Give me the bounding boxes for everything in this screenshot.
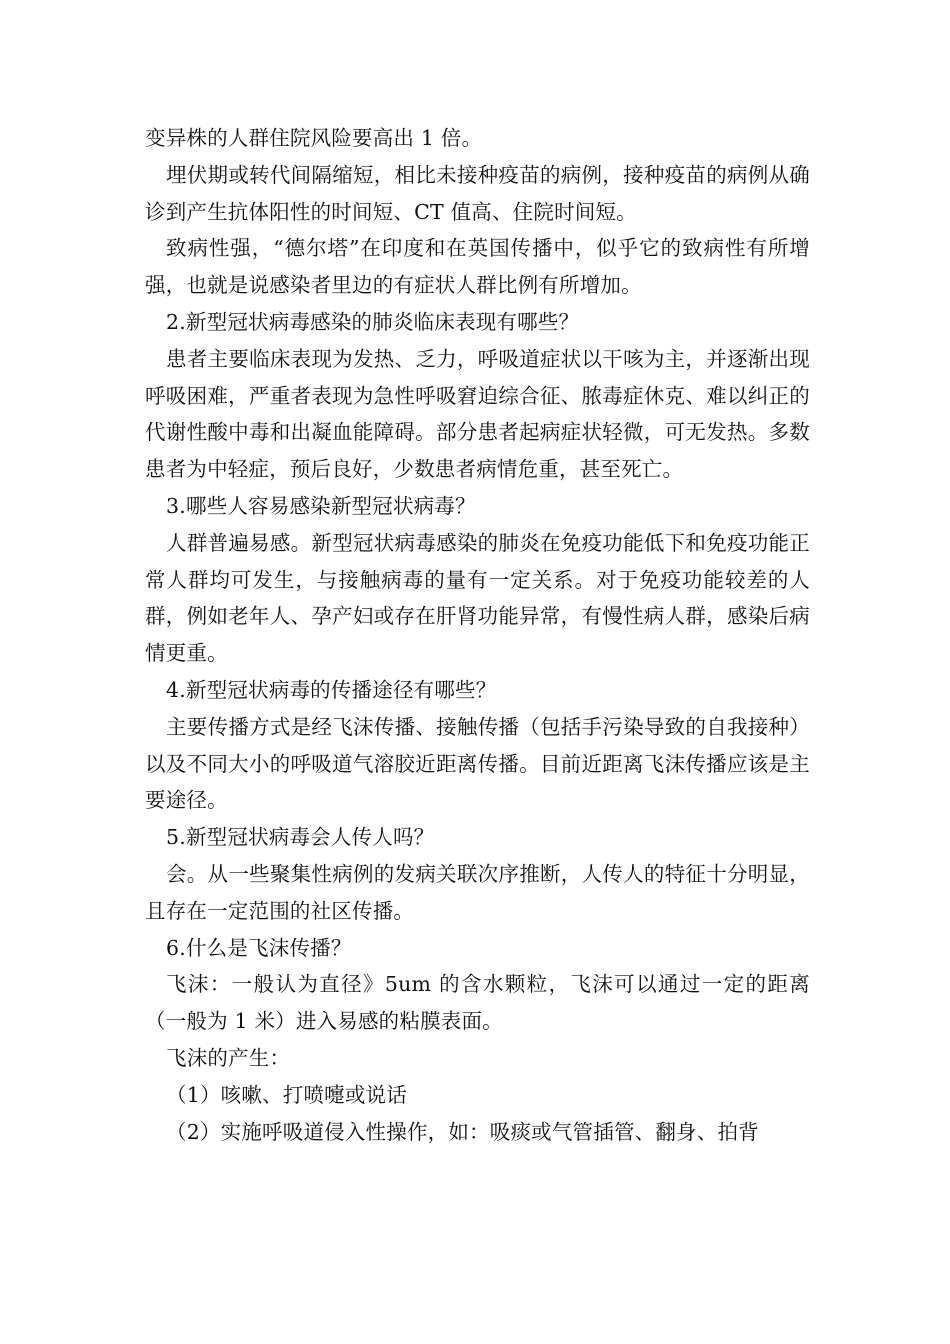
document-content [145, 120, 810, 1150]
paragraph: 患者主要临床表现为发热、乏力，呼吸道症状以干咳为主，并逐渐出现呼吸困难，严重者表现为急性呼吸窘迫综合征、脓毒症休克、难以纠正的代谢性酸中毒和出凝血能障碍。部分患者起病症状轻微，可无发热。多数患者为中轻症，预后良好，少数患者病情危重，甚至死亡。 [145, 346, 810, 482]
paragraph: 飞沫：一般认为直径》5um 的含水颗粒，飞沫可以通过一定的距离（一般为 1 米）进入易感的粘膜表面。 [145, 972, 810, 1034]
paragraph: 变异株的人群住院风险要高出 1 倍。 [145, 126, 483, 150]
section-heading: 5.新型冠状病毒会人传人吗？ [166, 825, 435, 850]
paragraph: 会。从一些聚集性病例的发病关联次序推断，人传人的特征十分明显，且存在一定范围的社区传播。 [145, 861, 810, 923]
list-item: 飞沫的产生： [166, 1045, 291, 1070]
section-heading: 4.新型冠状病毒的传播途径有哪些？ [166, 677, 497, 702]
list-item: （2）实施呼吸道侵入性操作，如：吸痰或气管插管、翻身、拍背 [166, 1119, 759, 1144]
paragraph: 主要传播方式是经飞沫传播、接触传播（包括手污染导致的自我接种）以及不同大小的呼吸道气溶胶近距离传播。目前近距离飞沫传播应该是主要途径。 [145, 714, 810, 813]
section-heading: 3.哪些人容易感染新型冠状病毒？ [166, 493, 476, 518]
paragraph: 人群普遍易感。新型冠状病毒感染的肺炎在免疫功能低下和免疫功能正常人群均可发生，与接触病毒的量有一定关系。对于免疫功能较差的人群，例如老年人、孕产妇或存在肝肾功能异常，有慢性病人群，感染后病情更重。 [145, 530, 810, 666]
paragraph: 致病性强，“德尔塔”在印度和在英国传播中，似乎它的致病性有所增强，也就是说感染者里边的有症状人群比例有所增加。 [145, 236, 810, 298]
section-heading: 2.新型冠状病毒感染的肺炎临床表现有哪些？ [166, 309, 580, 334]
section-heading: 6.什么是飞沫传播？ [166, 935, 352, 960]
list-item: （1）咳嗽、打喷嚏或说话 [166, 1082, 407, 1107]
paragraph: 埋伏期或转代间隔缩短，相比未接种疫苗的病例，接种疫苗的病例从确诊到产生抗体阳性的时间短、CT 值高、住院时间短。 [145, 162, 810, 224]
